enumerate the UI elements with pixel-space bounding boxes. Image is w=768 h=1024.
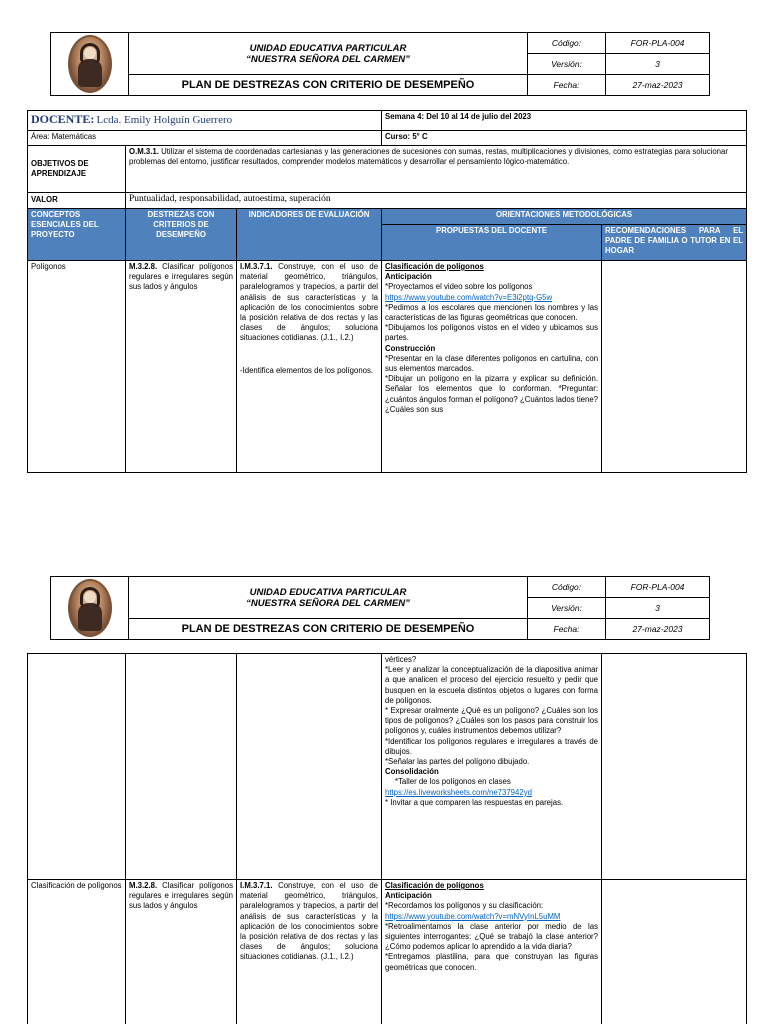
valor-label: VALOR (28, 193, 126, 209)
school-name-2: UNIDAD EDUCATIVA PARTICULAR “NUESTRA SEÑORA DEL CARMEN” (129, 577, 528, 619)
row2-destreza: M.3.2.8. Clasificar polígonos regulares e irregulares según sus lados y ángulos (126, 880, 237, 1024)
fecha-label: Fecha: (528, 75, 606, 96)
col-indicadores: INDICADORES DE EVALUACIÓN (237, 209, 382, 261)
col-conceptos: CONCEPTOS ESENCIALES DEL PROYECTO (28, 209, 126, 261)
cont-concepto (28, 654, 126, 880)
school-name: UNIDAD EDUCATIVA PARTICULAR “NUESTRA SEÑORA DEL CARMEN” (129, 33, 528, 75)
codigo-value-2: FOR-PLA-004 (606, 577, 710, 598)
row2-indicador: I.M.3.7.1. Construye, con el uso de material geométrico, triángulos, paralelogramos y trapecios, a partir del análisis de sus características y la aplicación de los conocimientos sobre la posición relativa de dos rectas y las clases de ángulos; soluciona situaciones cotidianas. (J.1., I.2.) (237, 880, 382, 1024)
video-link-2[interactable]: https://www.youtube.com/watch?v=mNVyInL5uMM (385, 911, 561, 921)
col-orientaciones: ORIENTACIONES METODOLÓGICAS (382, 209, 747, 225)
codigo-label-2: Código: (528, 577, 606, 598)
row1-concepto: Polígonos (28, 261, 126, 473)
col-recomendaciones: RECOMENDACIONES PARA EL PADRE DE FAMILIA O TUTOR EN EL HOGAR (602, 225, 747, 261)
semana: Semana 4: Del 10 al 14 de julio del 2023 (382, 111, 747, 131)
plan-title-2: PLAN DE DESTREZAS CON CRITERIO DE DESEMPEÑO (129, 619, 528, 640)
cont-recomendaciones (602, 654, 747, 880)
logo-cell-2 (51, 577, 129, 640)
col-propuestas: PROPUESTAS DEL DOCENTE (382, 225, 602, 261)
cont-destreza (126, 654, 237, 880)
school-logo-2 (68, 579, 112, 637)
worksheet-link[interactable]: https://es.liveworksheets.com/ne737942yd (385, 787, 532, 797)
area: Área: Matemáticas (28, 131, 382, 146)
page-2 (0, 570, 768, 1024)
cont-indicador (237, 654, 382, 880)
fecha-value-2: 27-maz-2023 (606, 619, 710, 640)
version-label-2: Versión: (528, 598, 606, 619)
col-destrezas: DESTREZAS CON CRITERIOS DE DESEMPEÑO (126, 209, 237, 261)
plan-table (27, 110, 747, 473)
codigo-label: Código: (528, 33, 606, 54)
version-label: Versión: (528, 54, 606, 75)
docente-cell (28, 111, 382, 131)
valor-text: Puntualidad, responsabilidad, autoestima, superación (126, 193, 747, 209)
row2-propuestas: Clasificación de polígonos Anticipación *Recordamos los polígonos y su clasificación: https://www.youtube.com/watch?v=mNVyInL5uMM *Retroalimentamos la clase anterior por medio de las siguientes interrogantes: ¿Qué se trabajó la clase anterior? ¿Cómo podemos aplicar lo aprendido a la vida diaria? *Entregamos plastilina, para que construyan las figuras geométricas que conocen. (382, 880, 602, 1024)
row1-indicador: I.M.3.7.1. Construye, con el uso de material geométrico, triángulos, paralelogramos y trapecios, a partir del análisis de sus características y la aplicación de los conocimientos sobre la posición relativa de dos rectas y las clases de ángulos; soluciona situaciones cotidianas. (J.1., I.2.) -Identifica elementos de los polígonos. (237, 261, 382, 473)
cont-propuestas: vértices? *Leer y analizar la conceptualización de la diapositiva animar a que analicen el proceso del ejercicio resuelto y pedir que busquen en la escuela distintos objetos o lugares con forma de polígonos. * Expresar oralmente ¿Qué es un polígono? ¿Cuáles son los tipos de polígonos? ¿Cuáles son los pasos para construir los polígonos y, cuáles instrumentos debemos utilizar? *Identificar los polígonos regulares e irregulares a través de dibujos. *Señalar las partes del polígono dibujado. Consolidación *Taller de los polígonos en clases https://es.liveworksheets.com/ne737942yd * Invitar a que comparen las respuestas en parejas. (382, 654, 602, 880)
plan-title: PLAN DE DESTREZAS CON CRITERIO DE DESEMPEÑO (129, 75, 528, 96)
objetivos-text: O.M.3.1. Utilizar el sistema de coordenadas cartesianas y las generaciones de sucesiones con sumas, restas, multiplicaciones y divisiones, como estrategias para solucionar problemas del entorno, justificar resultados, comprender modelos matemáticos y desarrollar el pensamiento lógico-matemático. (126, 146, 747, 193)
version-value: 3 (606, 54, 710, 75)
docente-label: DOCENTE: (31, 112, 95, 127)
document-header (50, 32, 710, 96)
fecha-value: 27-maz-2023 (606, 75, 710, 96)
video-link-1[interactable]: https://www.youtube.com/watch?v=E3i2ptq-G5w (385, 292, 553, 302)
codigo-value: FOR-PLA-004 (606, 33, 710, 54)
plan-table-2 (27, 653, 747, 1024)
logo-cell (51, 33, 129, 96)
version-value-2: 3 (606, 598, 710, 619)
fecha-label-2: Fecha: (528, 619, 606, 640)
curso: Curso: 5° C (382, 131, 747, 146)
row1-propuestas: Clasificación de polígonos Anticipación *Proyectamos el video sobre los polígonos https://www.youtube.com/watch?v=E3i2ptq-G5w *Pedimos a los escolares que mencionen los nombres y las características de las figuras geométricas que conocen. *Dibujamos los polígonos vistos en el video y ubicamos sus partes. Construcción *Presentar en la clase diferentes polígonos en cartulina, con sus elementos marcados. *Dibujar un polígono en la pizarra y explicar su definición. Señalar los elementos que lo conforman. *Preguntar: ¿cuántos ángulos forman el polígono? ¿Cuántos lados tiene? ¿Cuáles son sus (382, 261, 602, 473)
row2-recomendaciones (602, 880, 747, 1024)
school-logo (68, 35, 112, 93)
document-header-2 (50, 576, 710, 640)
objetivos-label: OBJETIVOS DE APRENDIZAJE (28, 146, 126, 193)
row1-destreza: M.3.2.8. Clasificar polígonos regulares e irregulares según sus lados y ángulos (126, 261, 237, 473)
row2-concepto: Clasificación de polígonos (28, 880, 126, 1024)
docente-value: Lcda. Emily Holguín Guerrero (96, 114, 233, 127)
row1-recomendaciones (602, 261, 747, 473)
